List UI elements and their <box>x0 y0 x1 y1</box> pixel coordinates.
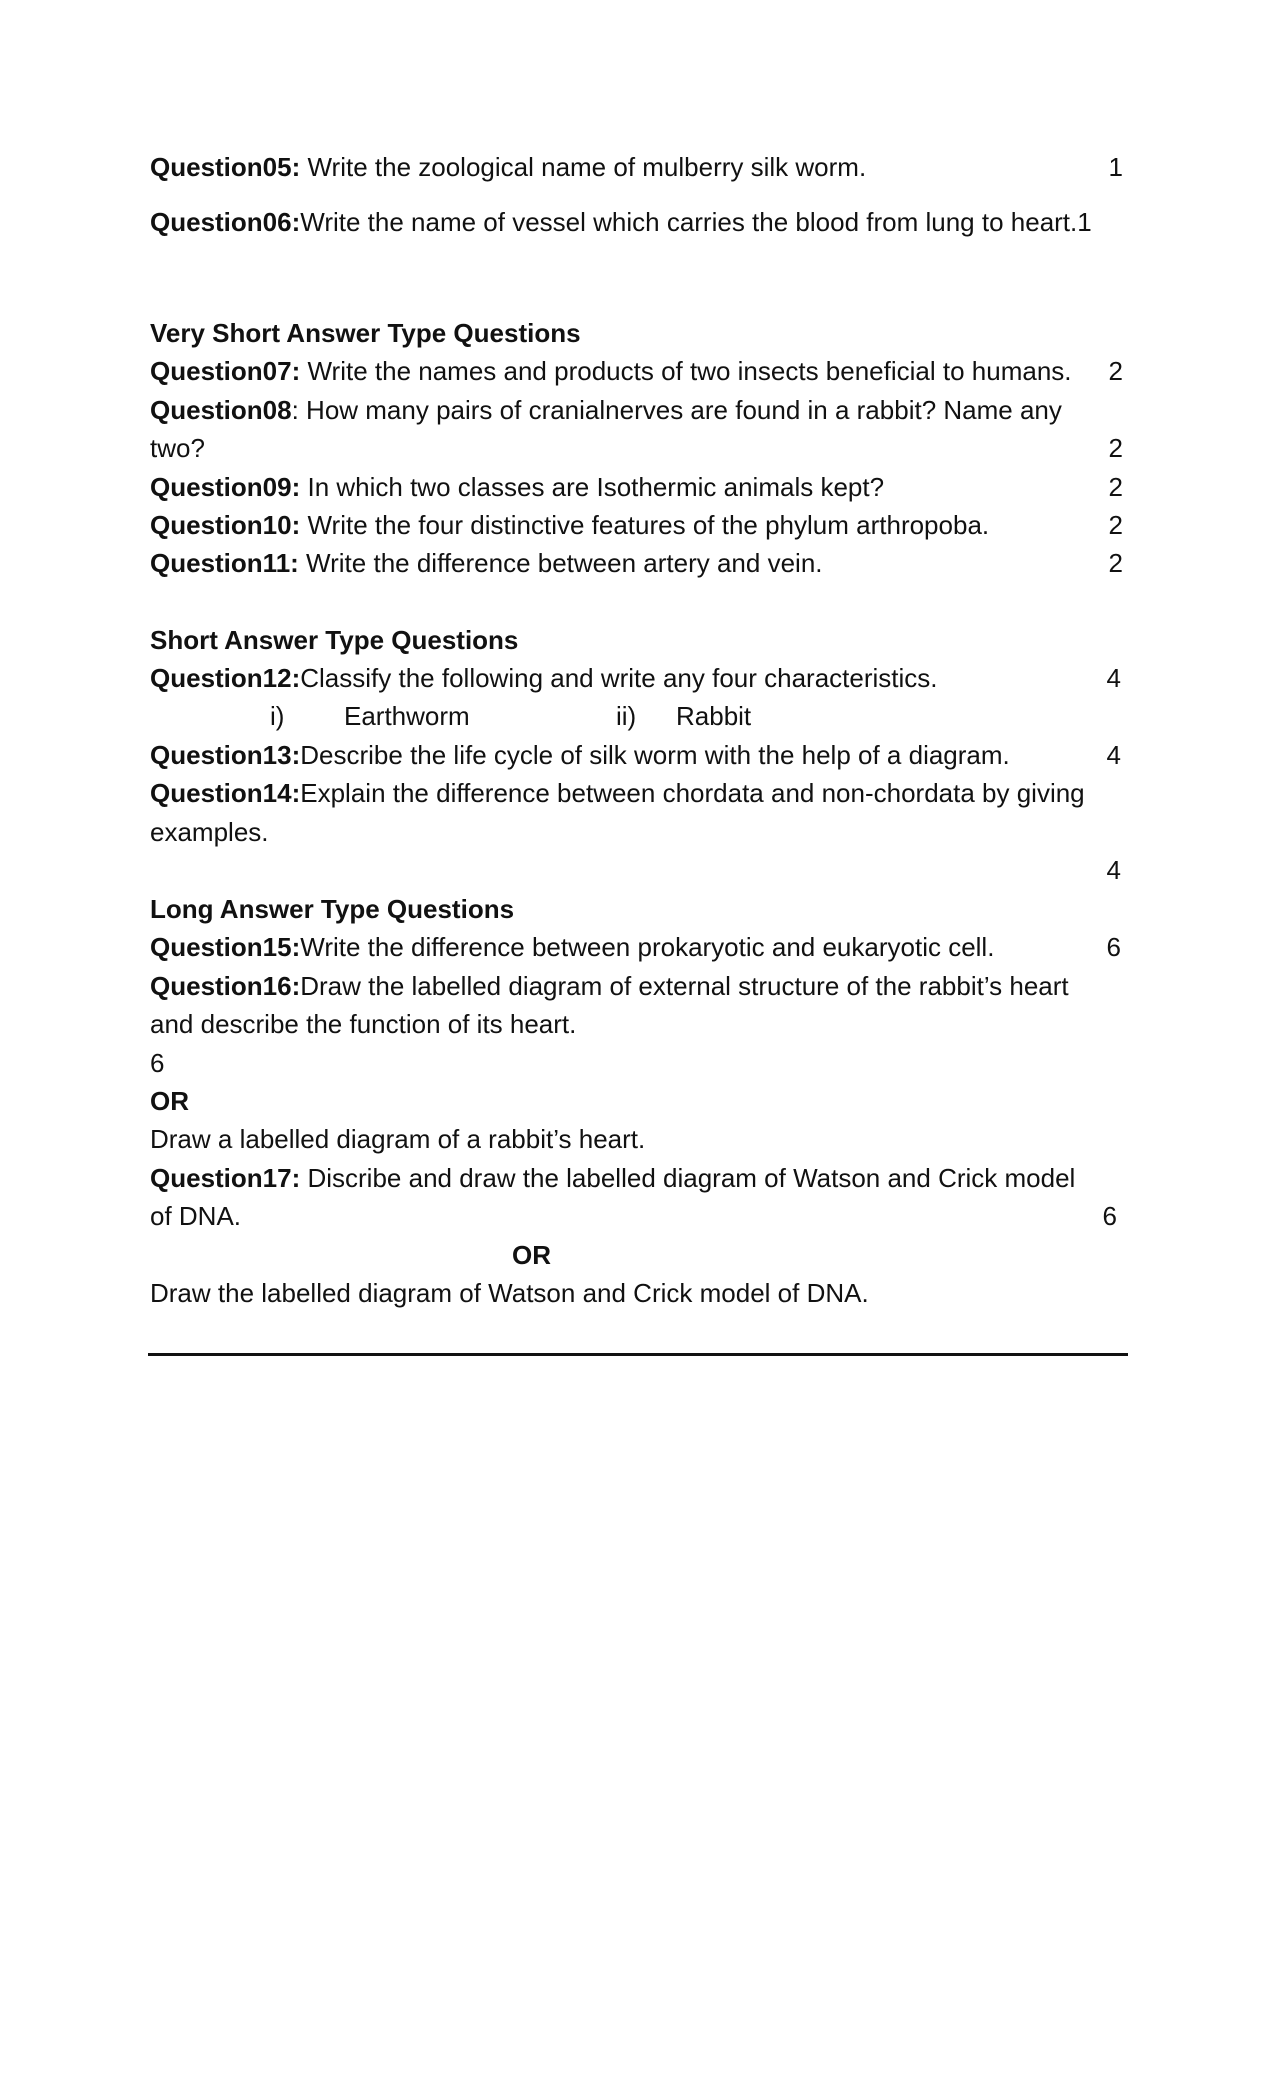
option-text: Earthworm <box>344 701 470 731</box>
question-05 <box>150 150 1123 184</box>
question-label: Question11: <box>150 548 299 578</box>
question-label: Question15: <box>150 932 301 962</box>
question-14-continued <box>150 815 1123 849</box>
question-text: of DNA. <box>150 1201 242 1231</box>
question-text: Write the difference between prokaryotic and eukaryotic cell. <box>300 932 995 962</box>
question-08-continued <box>150 431 1123 465</box>
option-number: i) <box>270 701 285 731</box>
question-text: and describe the function of its heart. <box>150 1009 577 1039</box>
question-text: Classify the following and write any four characteristics. <box>300 663 938 693</box>
question-10 <box>150 508 1123 542</box>
section-heading-very-short: Very Short Answer Type Questions <box>150 318 581 348</box>
question-text: Write the name of vessel which carries the blood from lung to heart. <box>300 207 1078 237</box>
question-marks: 1 <box>1077 207 1092 237</box>
question-17-alternative: Draw the labelled diagram of Watson and Crick model of DNA. <box>150 1278 869 1308</box>
question-16-marks-line <box>150 1046 1123 1080</box>
question-15 <box>150 930 1123 964</box>
question-08 <box>150 393 1123 427</box>
question-label: Question16: <box>150 971 301 1001</box>
question-marks: 2 <box>1108 472 1123 502</box>
question-text: Explain the difference between chordata and non-chordata by giving <box>300 778 1085 808</box>
question-marks: 1 <box>1108 152 1123 182</box>
question-text: In which two classes are Isothermic animals kept? <box>300 472 885 502</box>
question-16-continued <box>150 1007 1123 1041</box>
question-text: Discribe and draw the labelled diagram of Watson and Crick model <box>300 1163 1076 1193</box>
question-marks: 6 <box>1106 932 1121 962</box>
question-label: Question17: <box>150 1163 301 1193</box>
question-label: Question10: <box>150 510 301 540</box>
question-label: Question12: <box>150 663 301 693</box>
question-07 <box>150 354 1123 388</box>
question-marks: 2 <box>1108 356 1123 386</box>
question-text: two? <box>150 433 205 463</box>
question-label: Question05: <box>150 152 301 182</box>
question-12 <box>150 661 1123 695</box>
question-text: Write the zoological name of mulberry silk worm. <box>300 152 867 182</box>
question-marks: 2 <box>1108 433 1123 463</box>
question-text: Write the difference between artery and vein. <box>298 548 823 578</box>
question-17-continued <box>150 1199 1123 1233</box>
option-text: Rabbit <box>676 701 752 731</box>
question-marks: 2 <box>1108 548 1123 578</box>
question-06 <box>150 205 1123 239</box>
question-label: Question06: <box>150 207 301 237</box>
option-number: ii) <box>616 701 637 731</box>
question-marks: 4 <box>1106 663 1121 693</box>
question-marks: 2 <box>1108 510 1123 540</box>
question-marks: 6 <box>1102 1201 1117 1231</box>
question-label: Question14: <box>150 778 301 808</box>
question-label: Question13: <box>150 740 301 770</box>
question-text: Describe the life cycle of silk worm with the help of a diagram. <box>300 740 1010 770</box>
question-text: examples. <box>150 817 269 847</box>
question-label: Question08 <box>150 395 292 425</box>
end-rule <box>148 1353 1128 1356</box>
question-16 <box>150 969 1123 1003</box>
question-marks: 4 <box>1106 740 1121 770</box>
question-text: Write the four distinctive features of the phylum arthropoba. <box>300 510 990 540</box>
question-label: Question09: <box>150 472 301 502</box>
question-label: Question07: <box>150 356 301 386</box>
question-17 <box>150 1161 1123 1195</box>
section-heading-long: Long Answer Type Questions <box>150 894 515 924</box>
question-09 <box>150 470 1123 504</box>
question-text: Draw the labelled diagram of external structure of the rabbit’s heart <box>300 971 1069 1001</box>
question-text: Write the names and products of two insects beneficial to humans. <box>300 356 1072 386</box>
question-marks: 4 <box>1106 855 1121 885</box>
question-11 <box>150 546 1123 580</box>
question-14 <box>150 776 1123 810</box>
or-label: OR <box>512 1240 551 1270</box>
section-heading-short: Short Answer Type Questions <box>150 625 519 655</box>
question-16-alternative: Draw a labelled diagram of a rabbit’s heart. <box>150 1124 646 1154</box>
question-marks: 6 <box>150 1048 165 1078</box>
or-label: OR <box>150 1086 189 1116</box>
question-13 <box>150 738 1123 772</box>
question-text: : How many pairs of cranialnerves are found in a rabbit? Name any <box>291 395 1062 425</box>
